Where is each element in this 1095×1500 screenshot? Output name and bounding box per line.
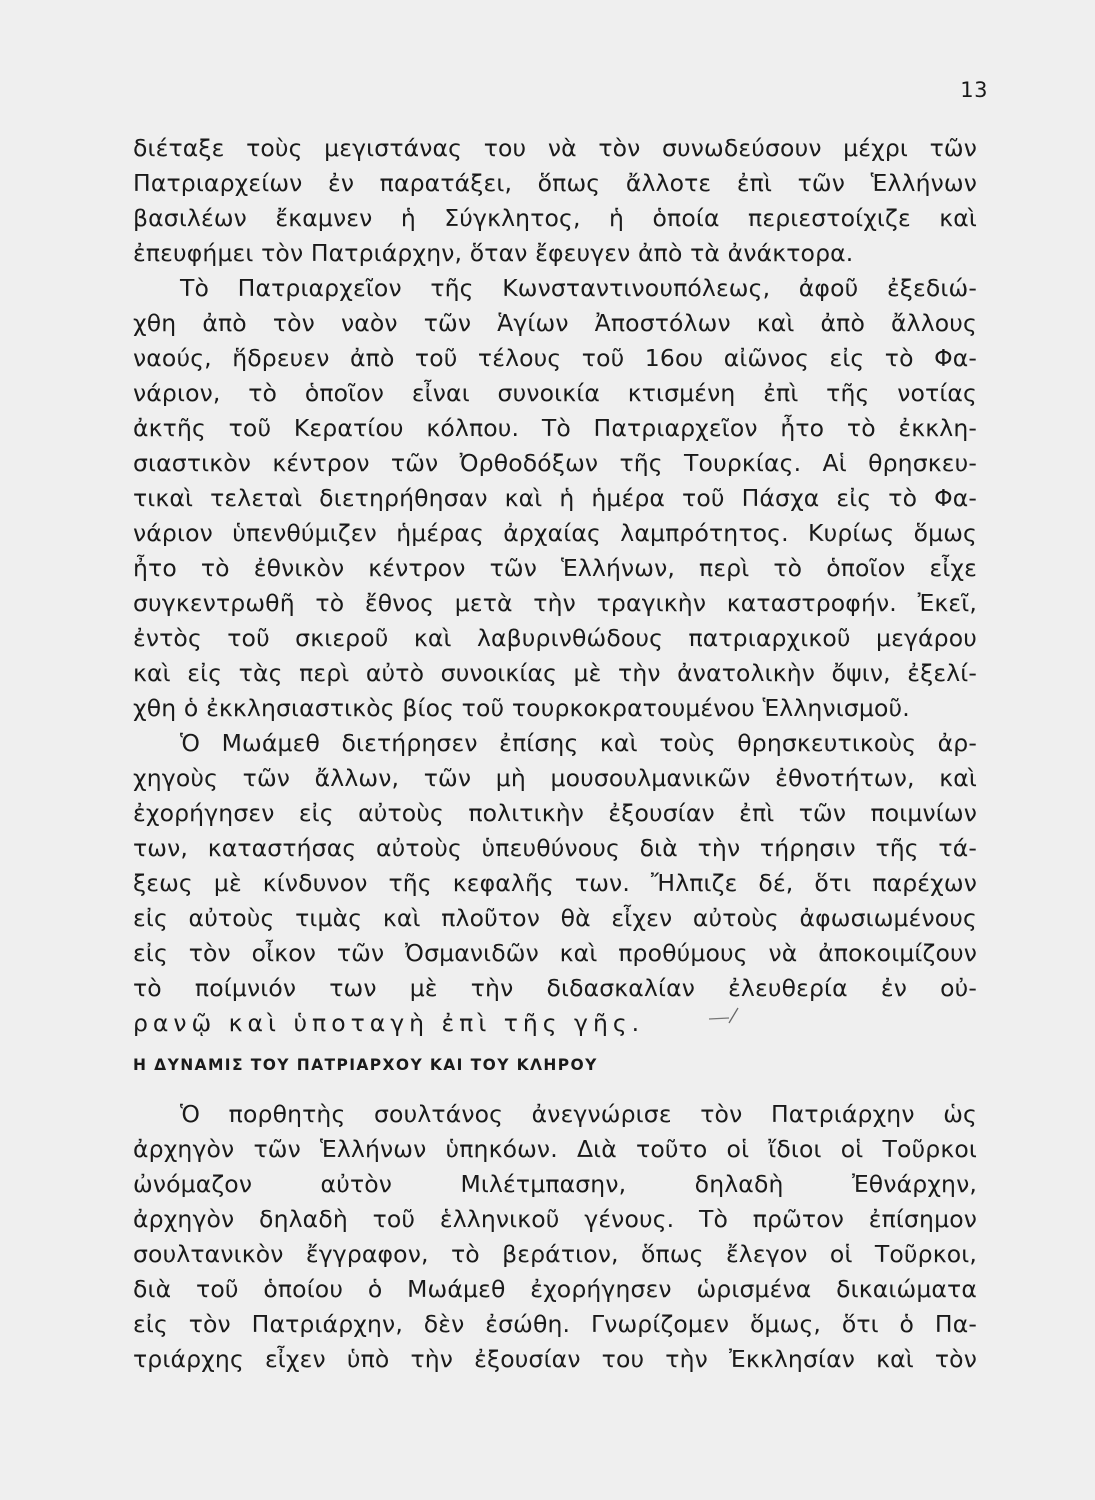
text-line: νάριον, τὸ ὁποῖον εἶναι συνοικία κτισμένη ἐπὶ τῆς νοτίας <box>133 379 977 407</box>
text-line: ἀρχηγὸν τῶν Ἑλλήνων ὑπηκόων. Διὰ τοῦτο οἱ ἴδιοι οἱ Τοῦρκοι <box>133 1135 977 1163</box>
text-line: Ὁ πορθητὴς σουλτάνος ἀνεγνώρισε τὸν Πατριάρχην ὡς <box>180 1100 977 1128</box>
text-line: Πατριαρχείων ἐν παρατάξει, ὅπως ἄλλοτε ἐπὶ τῶν Ἑλλήνων <box>133 169 977 197</box>
text-line: σουλτανικὸν ἔγγραφον, τὸ βεράτιον, ὅπως ἔλεγον οἱ Τοῦρκοι, <box>133 1240 977 1268</box>
text-line: καὶ εἰς τὰς περὶ αὐτὸ συνοικίας μὲ τὴν ἀνατολικὴν ὄψιν, ἐξελί- <box>133 659 977 687</box>
text-line: ἦτο τὸ ἐθνικὸν κέντρον τῶν Ἑλλήνων, περὶ τὸ ὁποῖον εἶχε <box>133 554 977 582</box>
text-line: ρανῷ καὶ ὑποταγὴ ἐπὶ τῆς γῆς. <box>133 1009 645 1037</box>
text-line: τικαὶ τελεταὶ διετηρήθησαν καὶ ἡ ἡμέρα τοῦ Πάσχα εἰς τὸ Φα- <box>133 484 977 512</box>
text-line: ὠνόμαζον αὐτὸν Μιλέτμπασην, δηλαδὴ Ἐθνάρχην, <box>133 1170 977 1198</box>
text-line: ξεως μὲ κίνδυνον τῆς κεφαλῆς των. Ἤλπιζε δέ, ὅτι παρέχων <box>133 869 977 897</box>
text-line: Τὸ Πατριαρχεῖον τῆς Κωνσταντινουπόλεως, ἀφοῦ ἐξεδιώ- <box>180 274 977 302</box>
text-line: νάριον ὑπενθύμιζεν ἡμέρας ἀρχαίας λαμπρότητος. Κυρίως ὅμως <box>133 519 977 547</box>
text-line: διέταξε τοὺς μεγιστάνας του νὰ τὸν συνωδεύσουν μέχρι τῶν <box>133 134 977 162</box>
text-line: εἰς τὸν Πατριάρχην, δὲν ἐσώθη. Γνωρίζομεν ὅμως, ὅτι ὁ Πα- <box>133 1310 977 1338</box>
text-line: χθη ἀπὸ τὸν ναὸν τῶν Ἁγίων Ἀποστόλων καὶ ἀπὸ ἄλλους <box>133 309 977 337</box>
text-line: ἐντὸς τοῦ σκιεροῦ καὶ λαβυρινθώδους πατριαρχικοῦ μεγάρου <box>133 624 977 652</box>
text-line: χηγοὺς τῶν ἄλλων, τῶν μὴ μουσουλμανικῶν ἐθνοτήτων, καὶ <box>133 764 977 792</box>
text-line: σιαστικὸν κέντρον τῶν Ὀρθοδόξων τῆς Τουρκίας. Αἱ θρησκευ- <box>133 449 977 477</box>
text-line: ἐπευφήμει τὸν Πατριάρχην, ὅταν ἔφευγεν ἀπὸ τὰ ἀνάκτορα. <box>133 239 854 267</box>
text-line: ναούς, ἥδρευεν ἀπὸ τοῦ τέλους τοῦ 16ου αἰῶνος εἰς τὸ Φα- <box>133 344 977 372</box>
text-line: των, καταστήσας αὐτοὺς ὑπευθύνους διὰ τὴν τήρησιν τῆς τά- <box>133 834 977 862</box>
text-line: ἀκτῆς τοῦ Κερατίου κόλπου. Τὸ Πατριαρχεῖον ἦτο τὸ ἐκκλη- <box>133 414 977 442</box>
text-line: ἐχορήγησεν εἰς αὐτοὺς πολιτικὴν ἐξουσίαν ἐπὶ τῶν ποιμνίων <box>133 799 977 827</box>
text-line: ἀρχηγὸν δηλαδὴ τοῦ ἑλληνικοῦ γένους. Τὸ πρῶτον ἐπίσημον <box>133 1205 977 1233</box>
text-line: τὸ ποίμνιόν των μὲ τὴν διδασκαλίαν ἐλευθερία ἐν οὐ- <box>133 974 977 1002</box>
text-line: βασιλέων ἔκαμνεν ἡ Σύγκλητος, ἡ ὁποία περιεστοίχιζε καὶ <box>133 204 977 232</box>
pencil-mark-icon <box>707 1005 741 1027</box>
text-line: τριάρχης εἶχεν ὑπὸ τὴν ἐξουσίαν του τὴν Ἐκκλησίαν καὶ τὸν <box>133 1345 977 1373</box>
section-heading: Η ΔΥΝΑΜΙΣ ΤΟΥ ΠΑΤΡΙΑΡΧΟΥ ΚΑΙ ΤΟΥ ΚΛΗΡΟΥ <box>133 1056 598 1074</box>
text-line: χθη ὁ ἐκκλησιαστικὸς βίος τοῦ τουρκοκρατουμένου Ἑλληνισμοῦ. <box>133 694 910 722</box>
text-line: Ὁ Μωάμεθ διετήρησεν ἐπίσης καὶ τοὺς θρησκευτικοὺς ἀρ- <box>180 729 977 757</box>
text-line: εἰς αὐτοὺς τιμὰς καὶ πλοῦτον θὰ εἶχεν αὐτοὺς ἀφωσιωμένους <box>133 904 977 932</box>
page-number: 13 <box>960 78 988 102</box>
text-line: εἰς τὸν οἶκον τῶν Ὀσμανιδῶν καὶ προθύμους νὰ ἀποκοιμίζουν <box>133 939 977 967</box>
text-line: συγκεντρωθῆ τὸ ἔθνος μετὰ τὴν τραγικὴν καταστροφήν. Ἐκεῖ, <box>133 589 977 617</box>
text-line: διὰ τοῦ ὁποίου ὁ Μωάμεθ ἐχορήγησεν ὡρισμένα δικαιώματα <box>133 1275 977 1303</box>
